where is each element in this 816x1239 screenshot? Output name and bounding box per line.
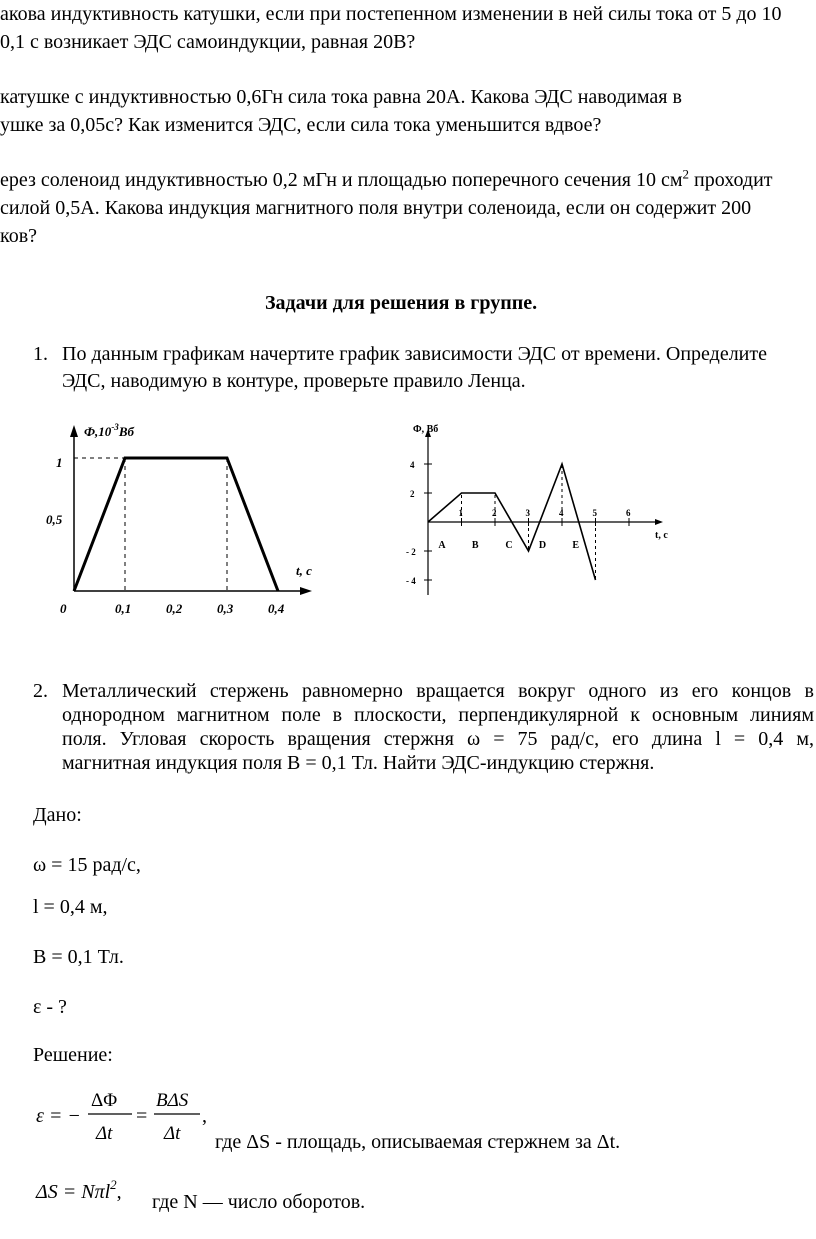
task-prev3-text-end: проходит bbox=[689, 169, 773, 191]
task-prev2-line2: ушке за 0,05с? Как изменится ЭДС, если сила тока уменьшится вдвое? bbox=[0, 114, 602, 136]
task2-line4: магнитная индукция поля В = 0,1 Тл. Найти ЭДС-индукцию стержня. bbox=[62, 752, 655, 774]
formula-area-note: где N — число оборотов. bbox=[152, 1191, 366, 1213]
x-tick-label: 0,4 bbox=[268, 601, 285, 615]
segment-label: A bbox=[438, 540, 446, 551]
task-prev3-text: ерез соленоид индуктивностью 0,2 мГн и площадью поперечного сечения 10 см bbox=[0, 169, 683, 191]
y-tick-label: - 4 bbox=[406, 576, 416, 586]
y-tick-label: 1 bbox=[56, 455, 63, 470]
x-tick-label: 2 bbox=[492, 508, 497, 518]
task-prev2-line1: катушке с индуктивностью 0,6Гн сила тока равна 20А. Какова ЭДС наводимая в bbox=[0, 86, 682, 108]
formula-num1: ΔΦ bbox=[91, 1090, 118, 1111]
formula-den2: Δt bbox=[164, 1123, 181, 1144]
x-tick-label: 0,3 bbox=[217, 601, 234, 615]
flux-line bbox=[74, 458, 278, 591]
task-prev1-line2: 0,1 с возникает ЭДС самоиндукции, равная 20В? bbox=[0, 31, 416, 53]
x-tick-label: 3 bbox=[525, 508, 530, 518]
task2-line3: поля. Угловая скорость вращения стержня ω = 75 рад/с, его длина l = 0,4 м, bbox=[62, 728, 814, 750]
x-axis-arrow bbox=[300, 587, 312, 595]
formula-eq: = bbox=[136, 1105, 148, 1127]
given-emf: ε - ? bbox=[33, 996, 67, 1018]
task2-text bbox=[62, 679, 814, 751]
task1-line2: ЭДС, наводимую в контуре, проверьте правило Ленца. bbox=[62, 370, 526, 392]
task-prev3-line2: силой 0,5А. Какова индукция магнитного поля внутри соленоида, если он содержит 200 bbox=[0, 197, 752, 219]
given-b: В = 0,1 Тл. bbox=[33, 946, 124, 968]
task-prev3-line1 bbox=[0, 168, 773, 192]
y-tick-label: 2 bbox=[410, 489, 415, 499]
given-omega: ω = 15 рад/с, bbox=[33, 854, 141, 876]
given-title: Дано: bbox=[33, 804, 82, 826]
x-tick-label: 0,2 bbox=[166, 601, 183, 615]
y-tick-label: 4 bbox=[410, 460, 415, 470]
formula-area bbox=[34, 1170, 154, 1210]
given-length: l = 0,4 м, bbox=[33, 896, 108, 918]
formula-emf bbox=[34, 1084, 214, 1146]
x-axis-label: t, с bbox=[296, 563, 312, 578]
formula-comma: , bbox=[202, 1105, 207, 1127]
x-tick-label: 6 bbox=[626, 508, 631, 518]
segment-label: E bbox=[572, 540, 580, 551]
x-tick-label: 5 bbox=[592, 508, 597, 518]
segment-label: B bbox=[471, 540, 479, 551]
x-tick-label: 4 bbox=[559, 508, 564, 518]
x-tick-label: 1 bbox=[458, 508, 463, 518]
formula-lhs: ε = − bbox=[36, 1105, 81, 1127]
flux-graph-left bbox=[40, 415, 340, 615]
x-axis-label: t, с bbox=[655, 530, 668, 541]
x-axis-arrow bbox=[655, 519, 663, 525]
task-prev1-line1: акова индуктивность катушки, если при постепенном изменении в ней силы тока от 5 до 10 bbox=[0, 3, 782, 25]
section-title: Задачи для решения в группе. bbox=[265, 292, 538, 314]
task2-line2: однородном магнитном поле в плоскости, перпендикулярной к основным линиям bbox=[62, 704, 814, 726]
task-prev3-line3: ков? bbox=[0, 225, 38, 247]
task2-number: 2. bbox=[33, 680, 48, 702]
x-tick-label: 0,1 bbox=[115, 601, 132, 615]
solution-title: Решение: bbox=[33, 1044, 113, 1066]
task1-number: 1. bbox=[33, 343, 48, 365]
segment-label: C bbox=[505, 540, 513, 551]
flux-graph-right bbox=[395, 415, 685, 605]
formula-num2: BΔS bbox=[156, 1090, 189, 1111]
y-axis-arrow bbox=[70, 425, 78, 437]
x-tick-label: 0 bbox=[60, 601, 67, 615]
task2-line1: Металлический стержень равномерно вращается вокруг одного из его концов в bbox=[62, 680, 814, 702]
y-tick-label: - 2 bbox=[406, 547, 416, 557]
formula-area-expr: ΔS = Nπl$^2$, bbox=[36, 1177, 122, 1203]
formula-den1: Δt bbox=[96, 1123, 113, 1144]
task1-line1: По данным графикам начертите график зависимости ЭДС от времени. Определите bbox=[62, 343, 767, 365]
y-axis-label: Ф, Вб bbox=[413, 424, 439, 435]
formula-emf-note: где ΔS - площадь, описываемая стержнем за Δt. bbox=[215, 1131, 621, 1153]
y-tick-label: 0,5 bbox=[46, 512, 63, 527]
y-axis-label: $Ф,10^{-3}Вб$ bbox=[84, 422, 134, 439]
superscript: 2 bbox=[682, 166, 690, 182]
segment-label: D bbox=[538, 540, 547, 551]
